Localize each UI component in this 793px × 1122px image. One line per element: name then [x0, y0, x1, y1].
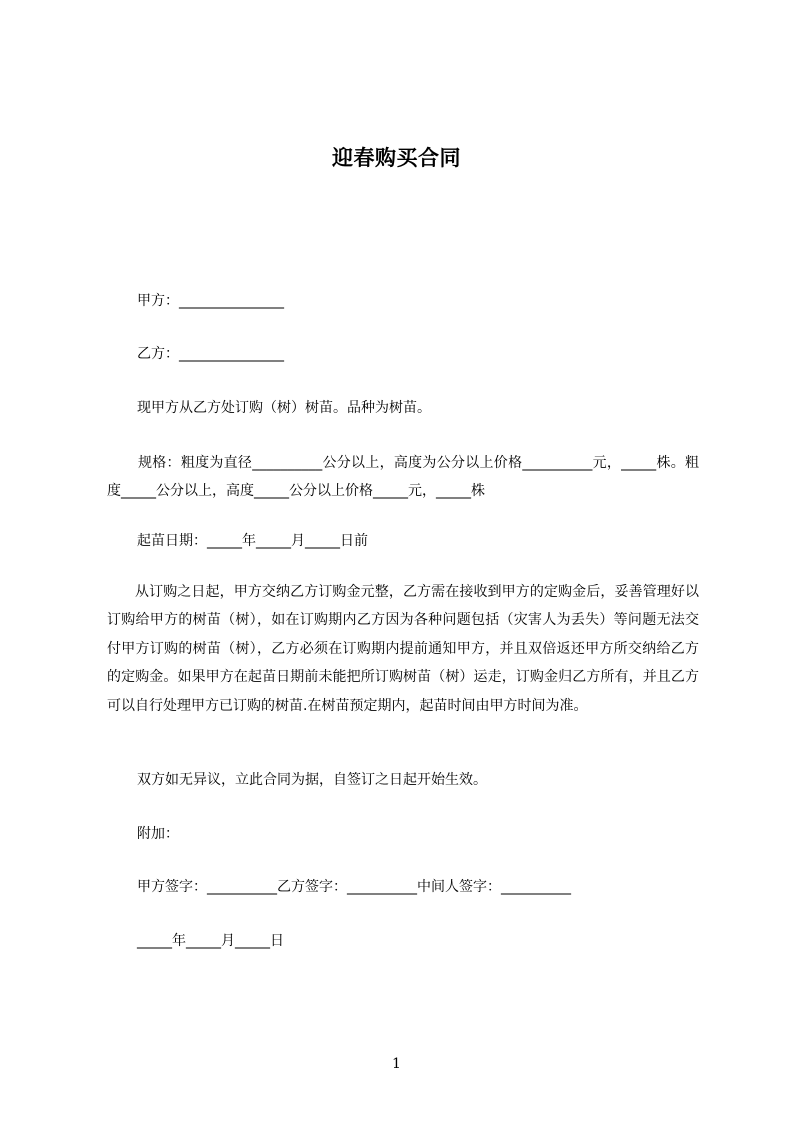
effective-clause: 双方如无异议，立此合同为据，自签订之日起开始生效。 — [137, 772, 487, 788]
specification-paragraph: 规格：粗度为直径__________公分以上，高度为公分以上价格__________元，_____株。粗度_____公分以上，高度_____公分以上价格_____元，_____株 — [107, 455, 699, 500]
party-b-line: 乙方：_______________ — [137, 346, 284, 362]
terms-paragraph: 从订购之日起，甲方交纳乙方订购金元整，乙方需在接收到甲方的定购金后，妥善管理好以订购给甲方的树苗（树），如在订购期内乙方因为各种问题包括（灾害人为丢失）等问题无法交付甲方订购的树苗（树），乙方必须在订购期内提前通知甲方，并且双倍返还甲方所交纳给乙方的定购金。如果甲方在起苗日期前未能把所订购树苗（树）运走，订购金归乙方所有，并且乙方可以自行处理甲方已订购的树苗.在树苗预定期内，起苗时间由甲方时间为准。 — [107, 584, 699, 714]
order-intro: 现甲方从乙方处订购（树）树苗。品种为树苗。 — [137, 400, 431, 416]
attachment-label: 附加： — [137, 826, 179, 842]
signing-date-line: _____年_____月_____日 — [137, 933, 284, 949]
page-title: 迎春购买合同 — [332, 146, 461, 170]
page-number: 1 — [392, 1056, 401, 1072]
signature-line: 甲方签字：__________乙方签字：__________中间人签字：__________ — [137, 879, 571, 895]
party-a-line: 甲方：_______________ — [137, 293, 284, 309]
seedling-date-line: 起苗日期：_____年_____月_____日前 — [137, 533, 368, 549]
